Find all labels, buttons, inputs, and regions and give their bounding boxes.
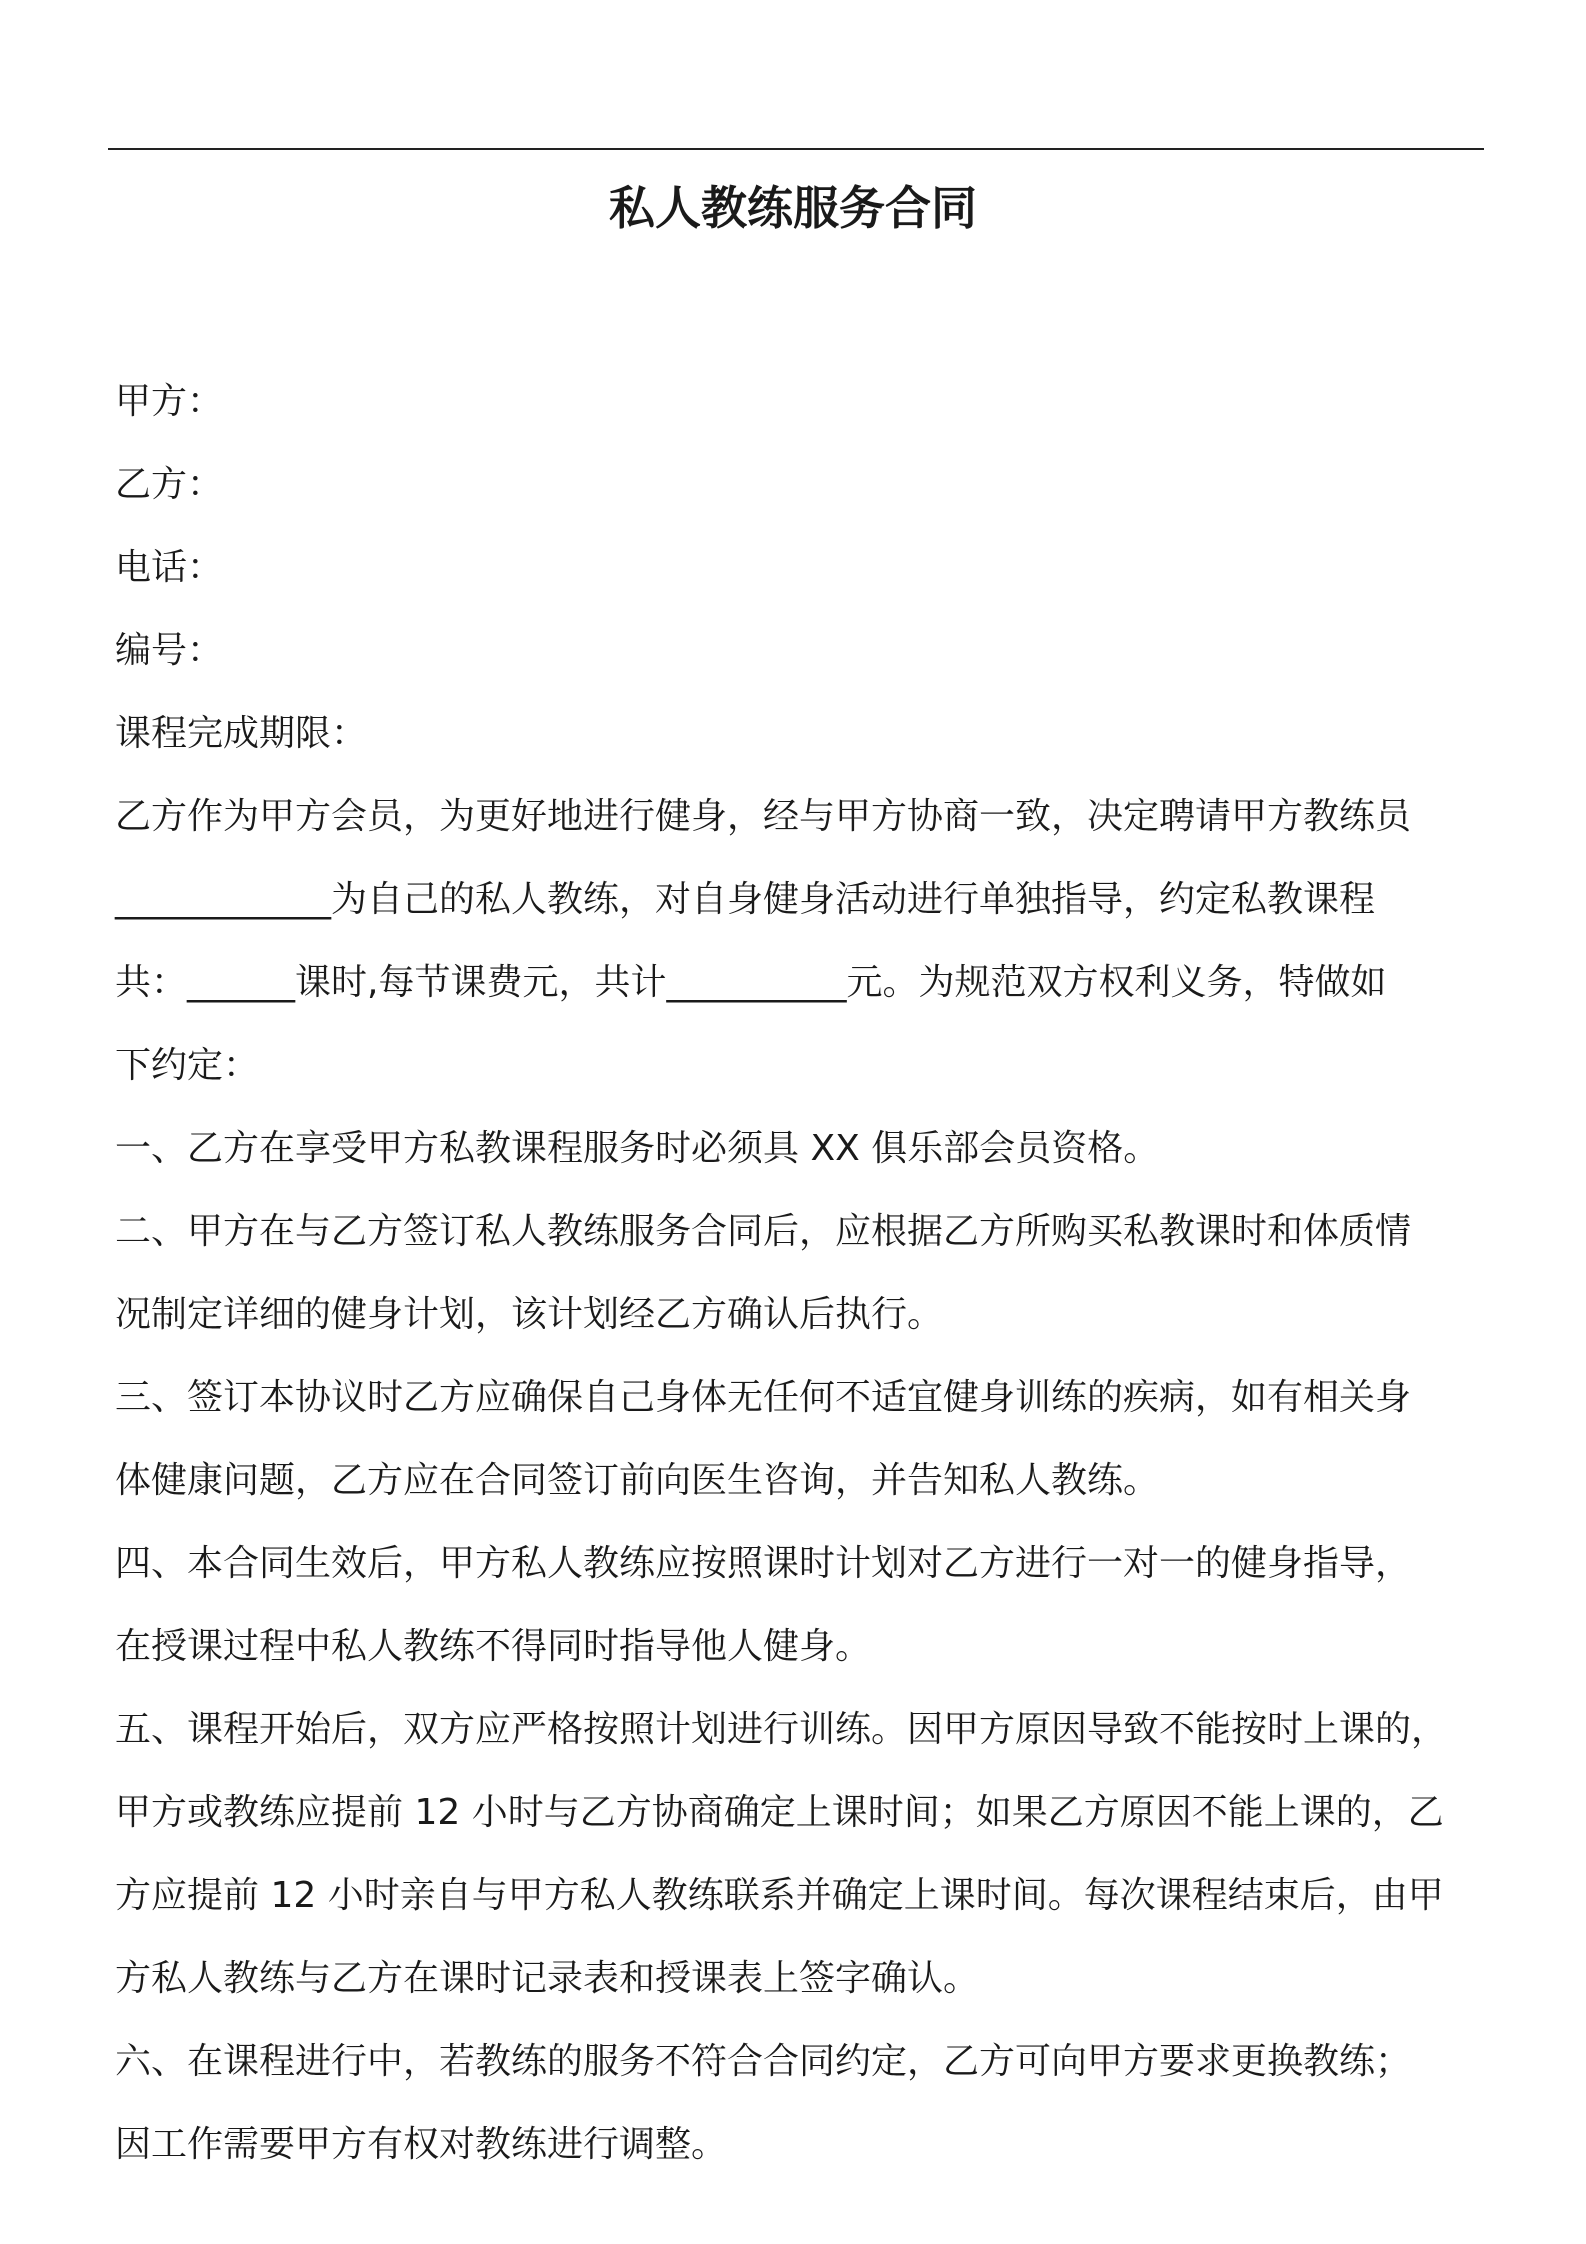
intro-line-4: 下约定：	[115, 1045, 260, 1086]
intro-line-1: 乙方作为甲方会员，为更好地进行健身，经与甲方协商一致，决定聘请甲方教练员	[115, 796, 1412, 837]
clause-6-line-2: 因工作需要甲方有权对教练进行调整。	[115, 2124, 728, 2165]
intro-line-2: ____________为自己的私人教练，对自身健身活动进行单独指导，约定私教课程	[115, 879, 1376, 920]
clause-2-line-2: 况制定详细的健身计划，该计划经乙方确认后执行。	[115, 1294, 944, 1335]
clause-4-line-1: 四、本合同生效后，甲方私人教练应按照课时计划对乙方进行一对一的健身指导，	[115, 1543, 1412, 1584]
clause-5-line-4: 方私人教练与乙方在课时记录表和授课表上签字确认。	[115, 1958, 980, 1999]
phone-label: 电话：	[115, 547, 224, 588]
clause-5-line-3: 方应提前 12 小时亲自与甲方私人教练联系并确定上课时间。每次课程结束后，由甲	[115, 1875, 1444, 1916]
clause-1-line-1: 一、乙方在享受甲方私教课程服务时必须具 XX 俱乐部会员资格。	[115, 1128, 1160, 1169]
header-rule	[108, 148, 1484, 150]
intro-line-3: 共：______课时,每节课费元，共计__________元。为规范双方权利义务，特做如	[115, 962, 1387, 1003]
party-a-label: 甲方：	[115, 381, 224, 422]
clause-3-line-1: 三、签订本协议时乙方应确保自己身体无任何不适宜健身训练的疾病，如有相关身	[115, 1377, 1412, 1418]
clause-4-line-2: 在授课过程中私人教练不得同时指导他人健身。	[115, 1626, 872, 1667]
clause-5-line-2: 甲方或教练应提前 12 小时与乙方协商确定上课时间；如果乙方原因不能上课的，乙	[115, 1792, 1444, 1833]
document-title: 私人教练服务合同	[609, 181, 977, 235]
clause-5-line-1: 五、课程开始后，双方应严格按照计划进行训练。因甲方原因导致不能按时上课的，	[115, 1709, 1448, 1750]
number-label: 编号：	[115, 630, 224, 671]
clause-2-line-1: 二、甲方在与乙方签订私人教练服务合同后，应根据乙方所购买私教课时和体质情	[115, 1211, 1412, 1252]
contract-body	[115, 360, 1487, 2186]
deadline-label: 课程完成期限：	[115, 713, 368, 754]
clause-6-line-1: 六、在课程进行中，若教练的服务不符合合同约定，乙方可向甲方要求更换教练；	[115, 2041, 1412, 2082]
clause-3-line-2: 体健康问题，乙方应在合同签订前向医生咨询，并告知私人教练。	[115, 1460, 1160, 1501]
party-b-label: 乙方：	[115, 464, 224, 505]
